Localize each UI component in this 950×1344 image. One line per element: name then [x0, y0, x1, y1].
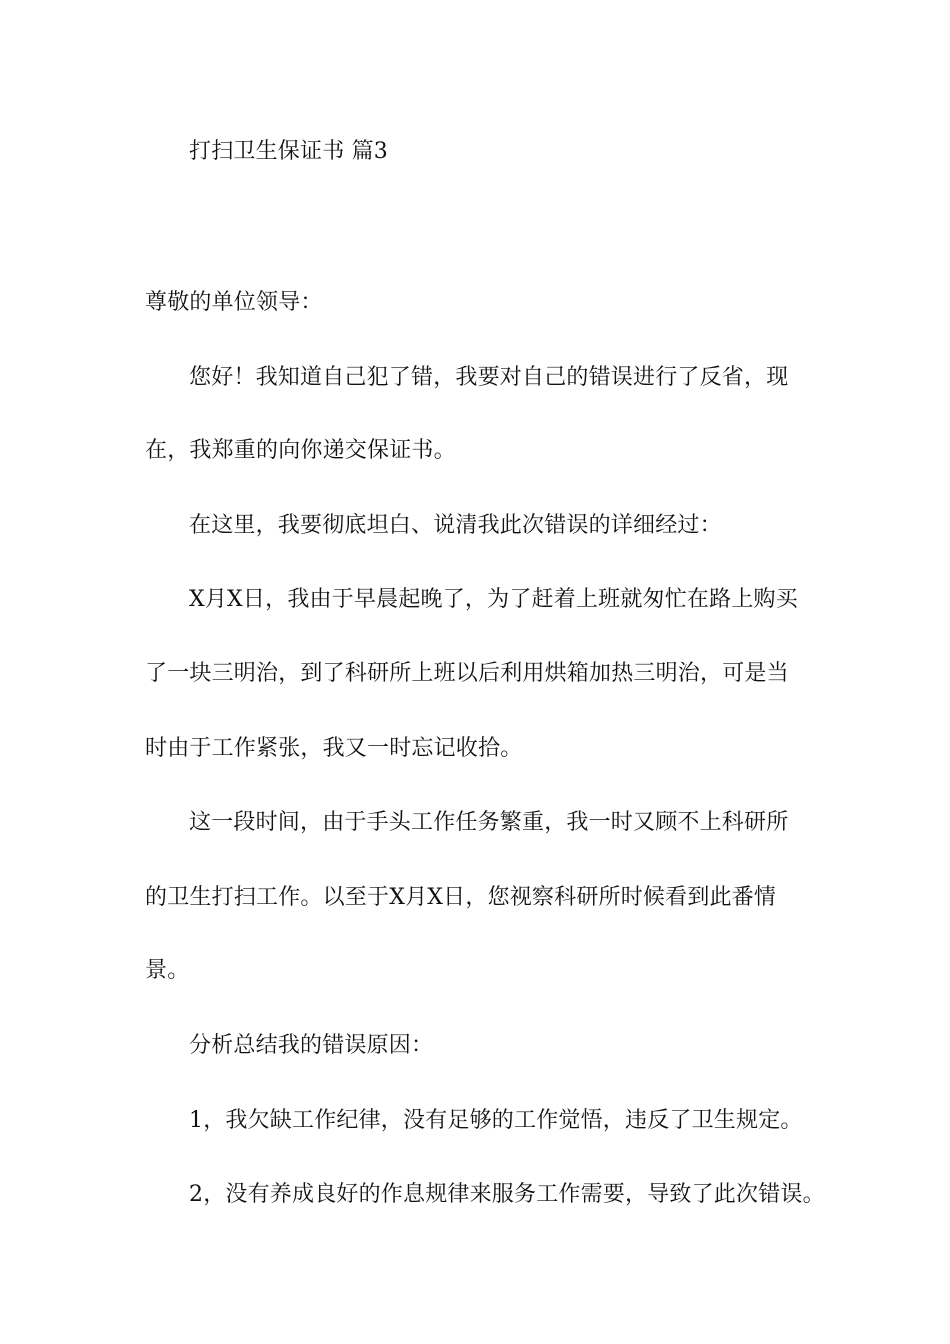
paragraph-line: 在这里，我要彻底坦白、说清我此次错误的详细经过： — [189, 513, 722, 538]
paragraph-line: 景。 — [145, 958, 190, 983]
list-item: 2，没有养成良好的作息规律来服务工作需要，导致了此次错误。 — [189, 1182, 825, 1207]
paragraph-line: 在，我郑重的向你递交保证书。 — [145, 438, 456, 463]
list-item: 1，我欠缺工作纪律，没有足够的工作觉悟，违反了卫生规定。 — [189, 1108, 803, 1133]
paragraph-line: X月X日，我由于早晨起晚了，为了赶着上班就匆忙在路上购买 — [189, 587, 798, 612]
salutation: 尊敬的单位领导： — [145, 290, 323, 315]
document-title: 打扫卫生保证书 篇3 — [189, 139, 388, 164]
paragraph-line: 这一段时间，由于手头工作任务繁重，我一时又顾不上科研所 — [189, 810, 789, 835]
paragraph-line: 您好！我知道自己犯了错，我要对自己的错误进行了反省，现 — [189, 365, 789, 390]
paragraph-line: 分析总结我的错误原因： — [189, 1033, 434, 1058]
paragraph-line: 的卫生打扫工作。以至于X月X日，您视察科研所时候看到此番情 — [145, 885, 777, 910]
paragraph-line: 时由于工作紧张，我又一时忘记收拾。 — [145, 736, 523, 761]
paragraph-line: 了一块三明治，到了科研所上班以后利用烘箱加热三明治，可是当 — [145, 661, 789, 686]
